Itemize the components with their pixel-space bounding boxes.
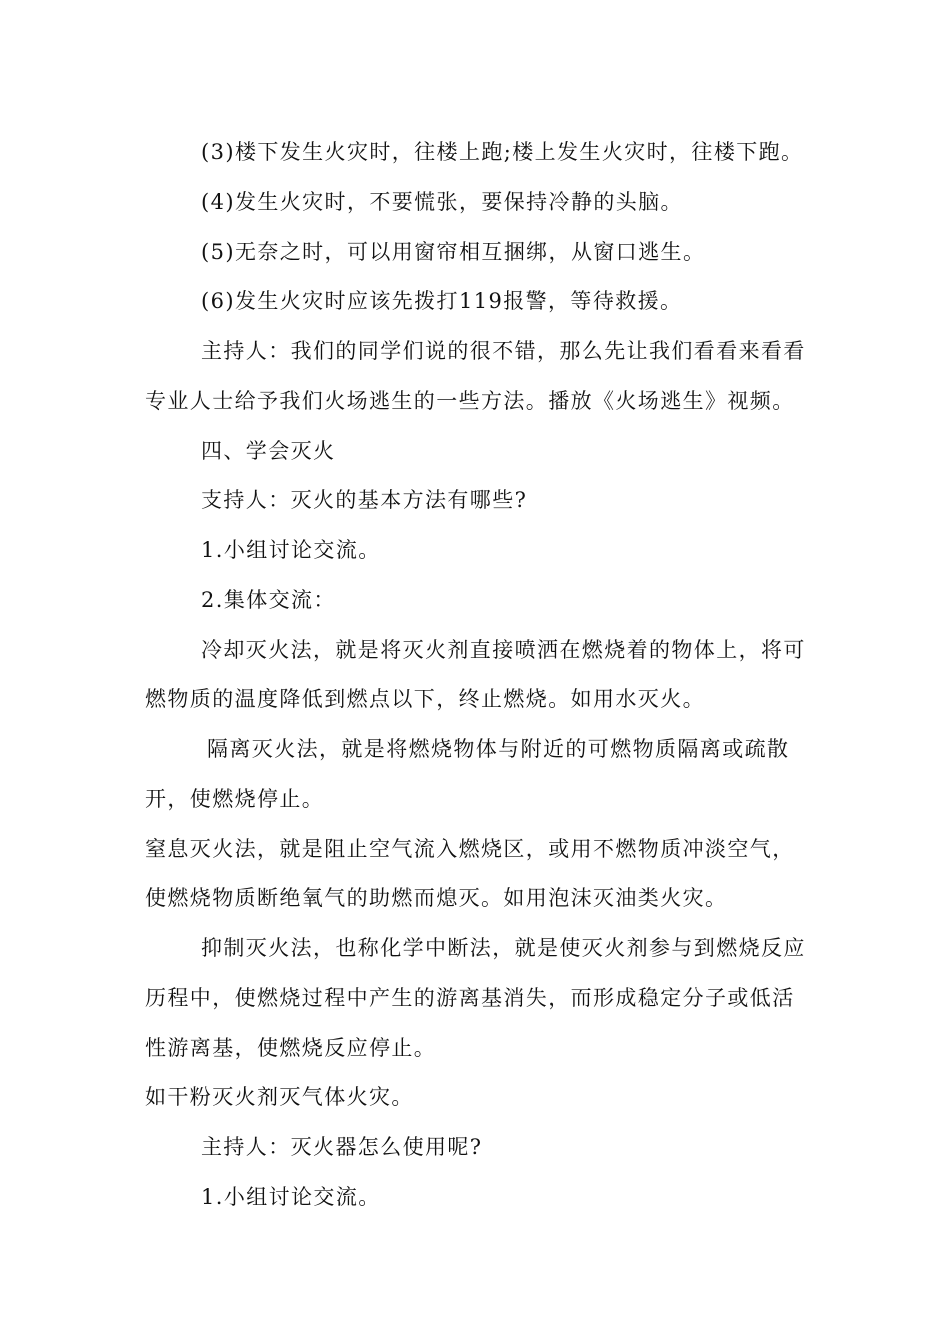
paragraph-line-11: 冷却灭火法，就是将灭火剂直接喷洒在燃烧着的物体上，将可 — [201, 638, 806, 662]
paragraph-line-5: 主持人：我们的同学们说的很不错，那么先让我们看看来看看 — [201, 339, 806, 363]
paragraph-line-1: (3)楼下发生火灾时，往楼上跑;楼上发生火灾时，往楼下跑。 — [201, 140, 804, 164]
paragraph-line-22: 1.小组讨论交流。 — [201, 1185, 381, 1209]
paragraph-line-2: (4)发生火灾时，不要慌张，要保持冷静的头脑。 — [201, 190, 683, 214]
paragraph-line-6: 专业人士给予我们火场逃生的一些方法。播放《火场逃生》视频。 — [145, 389, 795, 413]
paragraph-line-9: 1.小组讨论交流。 — [201, 538, 381, 562]
section-heading: 四、学会灭火 — [201, 439, 336, 463]
paragraph-line-12: 燃物质的温度降低到燃点以下，终止燃烧。如用水灭火。 — [145, 687, 705, 711]
paragraph-line-8: 支持人：灭火的基本方法有哪些? — [201, 488, 528, 512]
paragraph-line-21: 主持人：灭火器怎么使用呢? — [201, 1135, 483, 1159]
paragraph-line-14: 开，使燃烧停止。 — [145, 787, 325, 811]
paragraph-line-19: 性游离基，使燃烧反应停止。 — [145, 1036, 437, 1060]
paragraph-line-20: 如干粉灭火剂灭气体火灾。 — [145, 1085, 414, 1109]
paragraph-line-4: (6)发生火灾时应该先拨打119报警，等待救援。 — [201, 289, 683, 313]
paragraph-line-15: 窒息灭火法，就是阻止空气流入燃烧区，或用不燃物质冲淡空气， — [145, 837, 795, 861]
paragraph-line-18: 历程中，使燃烧过程中产生的游离基消失，而形成稳定分子或低活 — [145, 986, 795, 1010]
paragraph-line-13: 隔离灭火法，就是将燃烧物体与附近的可燃物质隔离或疏散 — [207, 737, 790, 761]
paragraph-line-16: 使燃烧物质断绝氧气的助燃而熄灭。如用泡沫灭油类火灾。 — [145, 886, 728, 910]
paragraph-line-10: 2.集体交流： — [201, 588, 336, 612]
paragraph-line-17: 抑制灭火法，也称化学中断法，就是使灭火剂参与到燃烧反应 — [201, 936, 806, 960]
paragraph-line-3: (5)无奈之时，可以用窗帘相互捆绑，从窗口逃生。 — [201, 240, 706, 264]
